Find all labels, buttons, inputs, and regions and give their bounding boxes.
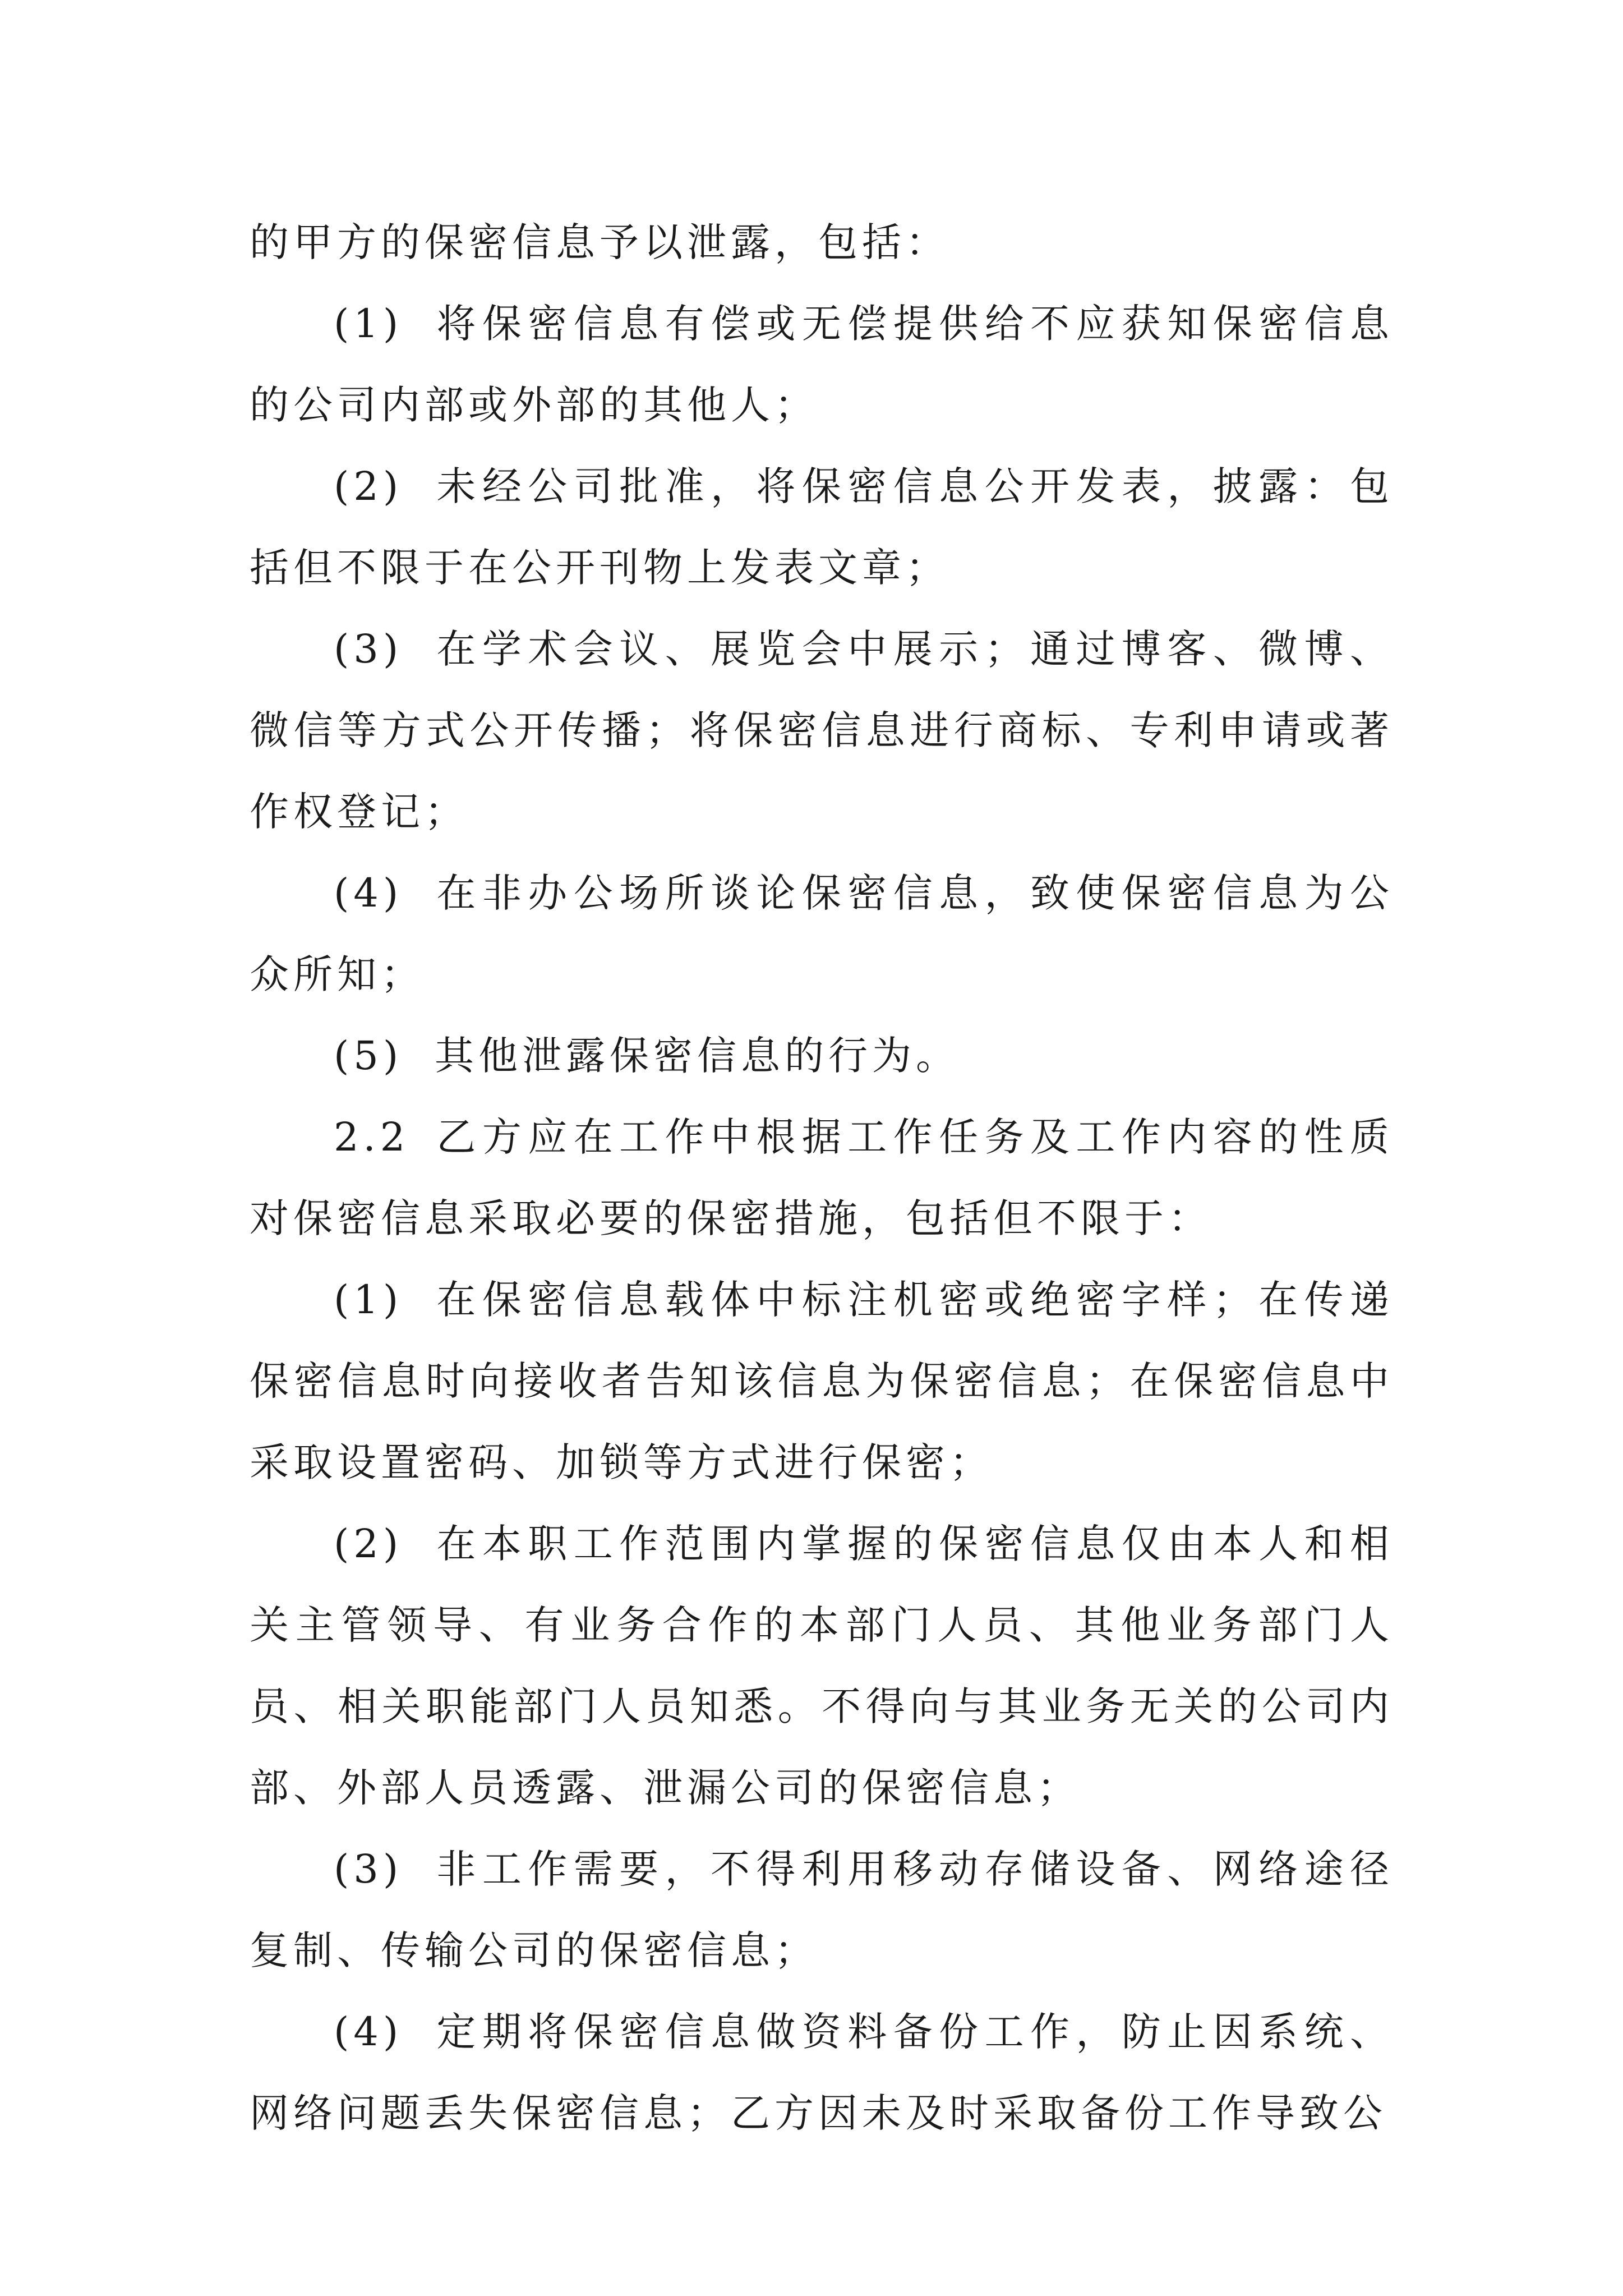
paragraph-8 <box>250 1503 1394 1829</box>
paragraph-6 <box>250 1097 1394 1259</box>
list-marker: (1) <box>334 301 403 347</box>
paragraph-text: 在本职工作范围内掌握的保密信息仅由本人和相关主管领导、有业务合作的本部门人员、其他业务部门人员、相关职能部门人员知悉。不得向与其业务无关的公司内部、外部人员透露、泄漏公司的保密信息； <box>250 1521 1394 1811</box>
paragraph-0 <box>250 202 1394 283</box>
section-number: 2.2 <box>334 1114 410 1160</box>
paragraph-text: 在保密信息载体中标注机密或绝密字样；在传递保密信息时向接收者告知该信息为保密信息；在保密信息中采取设置密码、加锁等方式进行保密； <box>250 1277 1394 1485</box>
paragraph-1 <box>250 283 1394 446</box>
list-marker: (3) <box>334 626 403 672</box>
paragraph-text: 未经公司批准，将保密信息公开发表，披露：包括但不限于在公开刊物上发表文章； <box>250 463 1394 591</box>
paragraph-text: 将保密信息有偿或无偿提供给不应获知保密信息的公司内部或外部的其他人； <box>250 301 1394 428</box>
list-marker: (3) <box>334 1846 403 1892</box>
paragraph-text: 非工作需要，不得利用移动存储设备、网络途径复制、传输公司的保密信息； <box>250 1846 1394 1973</box>
paragraph-text: 其他泄露保密信息的行为。 <box>435 1033 960 1079</box>
list-marker: (1) <box>334 1277 403 1323</box>
list-marker: (5) <box>334 1033 403 1079</box>
paragraph-10 <box>250 1991 1394 2154</box>
paragraph-text: 在学术会议、展览会中展示；通过博客、微博、微信等方式公开传播；将保密信息进行商标、专利申请或著作权登记； <box>250 626 1394 835</box>
list-marker: (4) <box>334 870 403 916</box>
list-marker: (2) <box>334 1521 403 1567</box>
paragraph-text: 乙方应在工作中根据工作任务及工作内容的性质对保密信息采取必要的保密措施，包括但不限于： <box>250 1114 1394 1241</box>
paragraph-text: 在非办公场所谈论保密信息，致使保密信息为公众所知； <box>250 870 1394 997</box>
paragraph-3 <box>250 609 1394 853</box>
paragraph-5 <box>250 1015 1394 1097</box>
paragraph-2 <box>250 446 1394 609</box>
paragraph-7 <box>250 1259 1394 1503</box>
document-body <box>250 202 1394 2154</box>
paragraph-4 <box>250 853 1394 1015</box>
paragraph-9 <box>250 1829 1394 1991</box>
paragraph-text: 定期将保密信息做资料备份工作，防止因系统、网络问题丢失保密信息；乙方因未及时采取备份工作导致公 <box>250 2009 1394 2136</box>
paragraph-text: 的甲方的保密信息予以泄露，包括： <box>250 219 949 265</box>
list-marker: (4) <box>334 2009 403 2055</box>
list-marker: (2) <box>334 463 403 509</box>
